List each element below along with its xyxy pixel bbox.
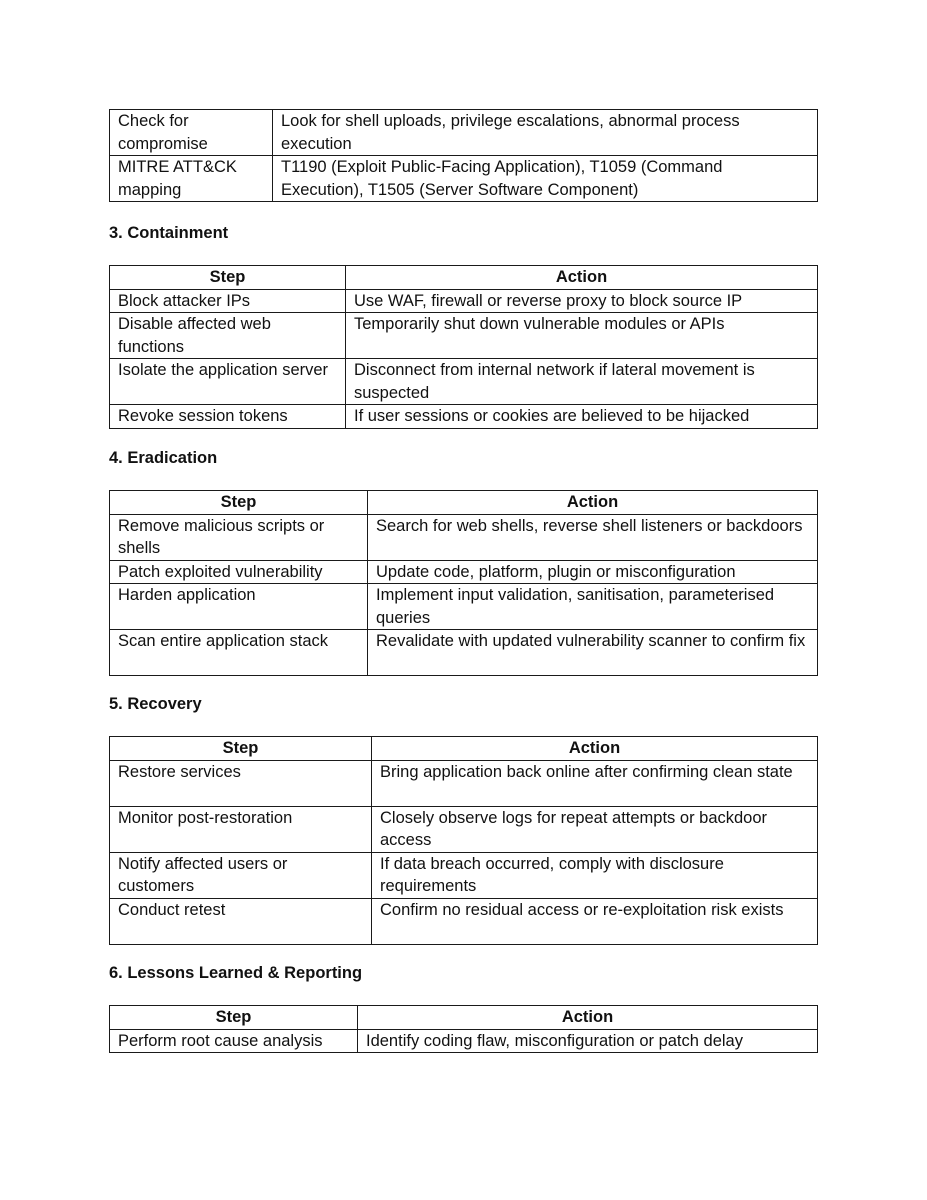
table-header-row — [110, 266, 818, 290]
step-cell: Conduct retest — [110, 898, 372, 944]
table-row — [110, 852, 818, 898]
table-row — [110, 405, 818, 429]
table-row — [110, 359, 818, 405]
table-row — [110, 1029, 818, 1053]
eradication-heading: 4. Eradication — [109, 449, 218, 467]
action-header: Action — [358, 1006, 818, 1030]
step-cell: Harden application — [110, 584, 368, 630]
lessons-table — [109, 1005, 818, 1053]
table-row — [110, 584, 818, 630]
step-cell: Notify affected users or customers — [110, 852, 372, 898]
action-cell: If data breach occurred, comply with disclosure requirements — [372, 852, 818, 898]
detection-table — [109, 109, 818, 202]
action-cell: If user sessions or cookies are believed to be hijacked — [346, 405, 818, 429]
action-cell: Revalidate with updated vulnerability scanner to confirm fix — [368, 630, 818, 676]
action-cell: Bring application back online after confirming clean state — [372, 760, 818, 806]
action-cell: Look for shell uploads, privilege escalations, abnormal process execution — [273, 110, 818, 156]
step-cell: Restore services — [110, 760, 372, 806]
action-cell: Closely observe logs for repeat attempts or backdoor access — [372, 806, 818, 852]
containment-table — [109, 265, 818, 429]
recovery-table — [109, 736, 818, 945]
table-row — [110, 560, 818, 584]
table-header-row — [110, 737, 818, 761]
step-cell: Monitor post-restoration — [110, 806, 372, 852]
step-cell: Remove malicious scripts or shells — [110, 514, 368, 560]
action-cell: Confirm no residual access or re-exploitation risk exists — [372, 898, 818, 944]
action-header: Action — [368, 491, 818, 515]
table-row — [110, 630, 818, 676]
lessons-heading: 6. Lessons Learned & Reporting — [109, 964, 363, 982]
table-row — [110, 760, 818, 806]
action-cell: Use WAF, firewall or reverse proxy to block source IP — [346, 289, 818, 313]
step-cell: Check for compromise — [110, 110, 273, 156]
action-header: Action — [372, 737, 818, 761]
action-cell: Identify coding flaw, misconfiguration or patch delay — [358, 1029, 818, 1053]
step-cell: Block attacker IPs — [110, 289, 346, 313]
step-cell: Perform root cause analysis — [110, 1029, 358, 1053]
step-cell: Revoke session tokens — [110, 405, 346, 429]
action-cell: Update code, platform, plugin or misconfiguration — [368, 560, 818, 584]
recovery-heading: 5. Recovery — [109, 695, 202, 713]
step-header: Step — [110, 266, 346, 290]
table-row — [110, 313, 818, 359]
table-row — [110, 110, 818, 156]
table-row — [110, 514, 818, 560]
action-cell: T1190 (Exploit Public-Facing Application), T1059 (Command Execution), T1505 (Server Software Component) — [273, 156, 818, 202]
step-cell: Isolate the application server — [110, 359, 346, 405]
eradication-table — [109, 490, 818, 676]
action-cell: Temporarily shut down vulnerable modules or APIs — [346, 313, 818, 359]
step-cell: Scan entire application stack — [110, 630, 368, 676]
table-row — [110, 156, 818, 202]
action-cell: Search for web shells, reverse shell listeners or backdoors — [368, 514, 818, 560]
step-cell: Patch exploited vulnerability — [110, 560, 368, 584]
table-row — [110, 806, 818, 852]
step-header: Step — [110, 491, 368, 515]
action-cell: Implement input validation, sanitisation, parameterised queries — [368, 584, 818, 630]
containment-heading: 3. Containment — [109, 224, 229, 242]
action-cell: Disconnect from internal network if lateral movement is suspected — [346, 359, 818, 405]
step-cell: MITRE ATT&CK mapping — [110, 156, 273, 202]
step-header: Step — [110, 1006, 358, 1030]
action-header: Action — [346, 266, 818, 290]
table-header-row — [110, 1006, 818, 1030]
table-row — [110, 898, 818, 944]
table-header-row — [110, 491, 818, 515]
step-header: Step — [110, 737, 372, 761]
step-cell: Disable affected web functions — [110, 313, 346, 359]
table-row — [110, 289, 818, 313]
